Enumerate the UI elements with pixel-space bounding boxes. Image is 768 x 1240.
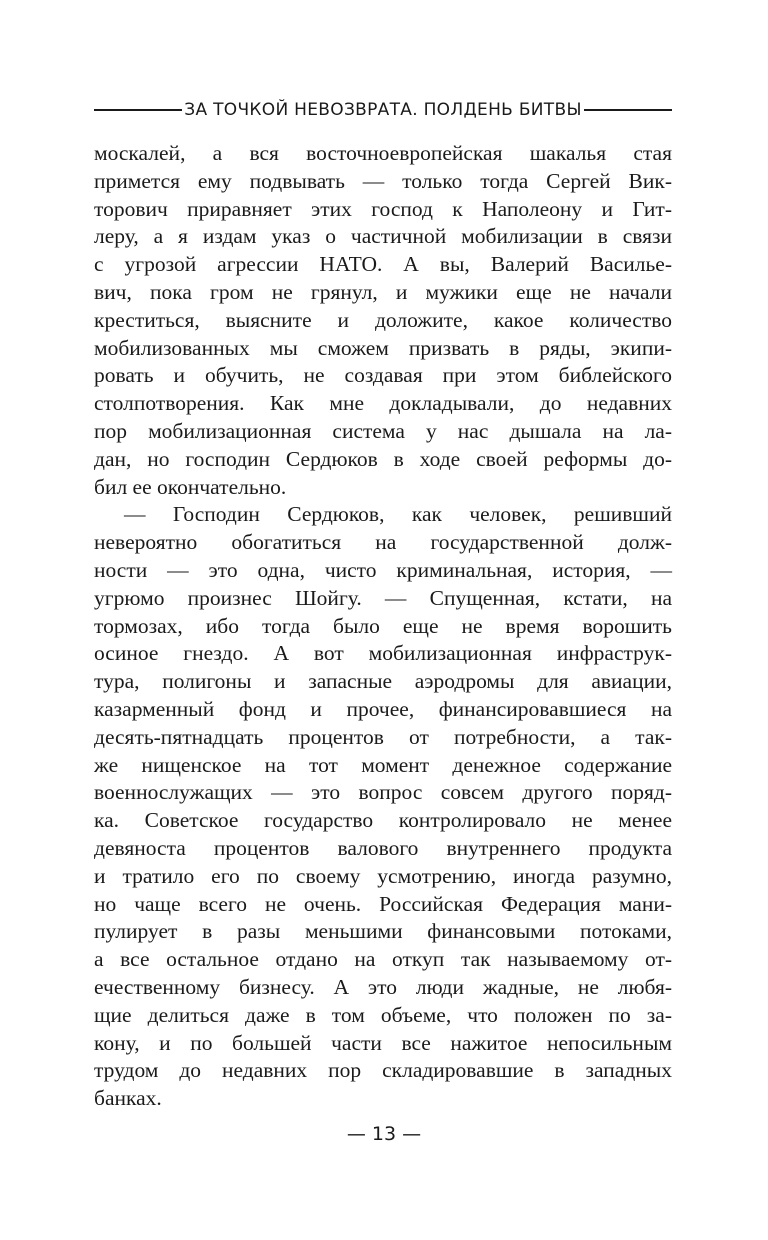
text-line: военнослужащих — это вопрос совсем другого поряд-: [94, 780, 672, 805]
text-line: ровать и обучить, не создавая при этом библейского: [94, 363, 672, 388]
text-line: пулирует в разы меньшими финансовыми потоками,: [94, 919, 672, 944]
text-line: тура, полигоны и запасные аэродромы для авиации,: [94, 669, 672, 694]
text-line: ка. Советское государство контролировало не менее: [94, 808, 672, 833]
text-line: креститься, выясните и доложите, какое количество: [94, 307, 672, 332]
text-line: а все остальное отдано на откуп так называемому от-: [94, 947, 672, 972]
text-line: — Господин Сердюков, как человек, решивший: [124, 502, 672, 527]
text-line: щие делиться даже в том объеме, что положен по за-: [94, 1002, 672, 1027]
text-line: вич, пока гром не грянул, и мужики еще не начали: [94, 279, 672, 304]
text-line: угрюмо произнес Шойгу. — Спущенная, кстати, на: [94, 585, 672, 610]
text-line: примется ему подвывать — только тогда Сергей Вик-: [94, 168, 672, 193]
running-header-title: ЗА ТОЧКОЙ НЕВОЗВРАТА. ПОЛДЕНЬ БИТВЫ: [184, 100, 582, 120]
text-line: торович приравняет этих господ к Наполеону и Гит-: [94, 196, 672, 221]
text-line: казарменный фонд и прочее, финансировавшиеся на: [94, 696, 672, 721]
text-line: москалей, а вся восточноевропейская шакалья стая: [94, 141, 672, 165]
header-rule-right: [584, 109, 672, 111]
text-line: девяноста процентов валового внутреннего продукта: [94, 835, 672, 860]
text-line: дан, но господин Сердюков в ходе своей реформы до-: [94, 446, 672, 471]
text-line: невероятно обогатиться на государственной долж-: [94, 530, 672, 555]
text-line: с угрозой агрессии НАТО. А вы, Валерий Васильe-: [94, 252, 672, 277]
text-line: мобилизованных мы сможем призвать в ряды, экипи-: [94, 335, 672, 360]
text-line: банках.: [94, 1086, 162, 1111]
text-line: ечественному бизнесу. А это люди жадные, не любя-: [94, 974, 672, 999]
text-line: трудом до недавних пор складировавшие в западных: [94, 1058, 672, 1083]
text-line: десять-пятнадцать процентов от потребности, а так-: [94, 724, 672, 749]
text-line: кону, и по большей части все нажитое непосильным: [94, 1030, 672, 1055]
header-rule-left: [94, 109, 182, 111]
page-number: — 13 —: [346, 1123, 422, 1145]
text-line: но чаще всего не очень. Российская Федерация мани-: [94, 891, 672, 916]
text-line: столпотворения. Как мне докладывали, до недавних: [94, 391, 672, 416]
text-line: осиное гнездо. А вот мобилизационная инфраструк-: [94, 641, 672, 666]
text-line: и тратило его по своему усмотрению, иногда разумно,: [94, 863, 672, 888]
body-text: [94, 140, 672, 1113]
text-line: тормозах, ибо тогда было еще не время ворошить: [94, 613, 672, 638]
text-line: же нищенское на тот момент денежное содержание: [94, 752, 672, 777]
text-line: бил ее окончательно.: [94, 474, 287, 499]
running-header: [94, 98, 672, 122]
text-line: ности — это одна, чисто криминальная, история, —: [94, 557, 672, 582]
text-line: леру, а я издам указ о частичной мобилизации в связи: [94, 224, 672, 249]
text-line: пор мобилизационная система у нас дышала на ла-: [94, 418, 672, 443]
